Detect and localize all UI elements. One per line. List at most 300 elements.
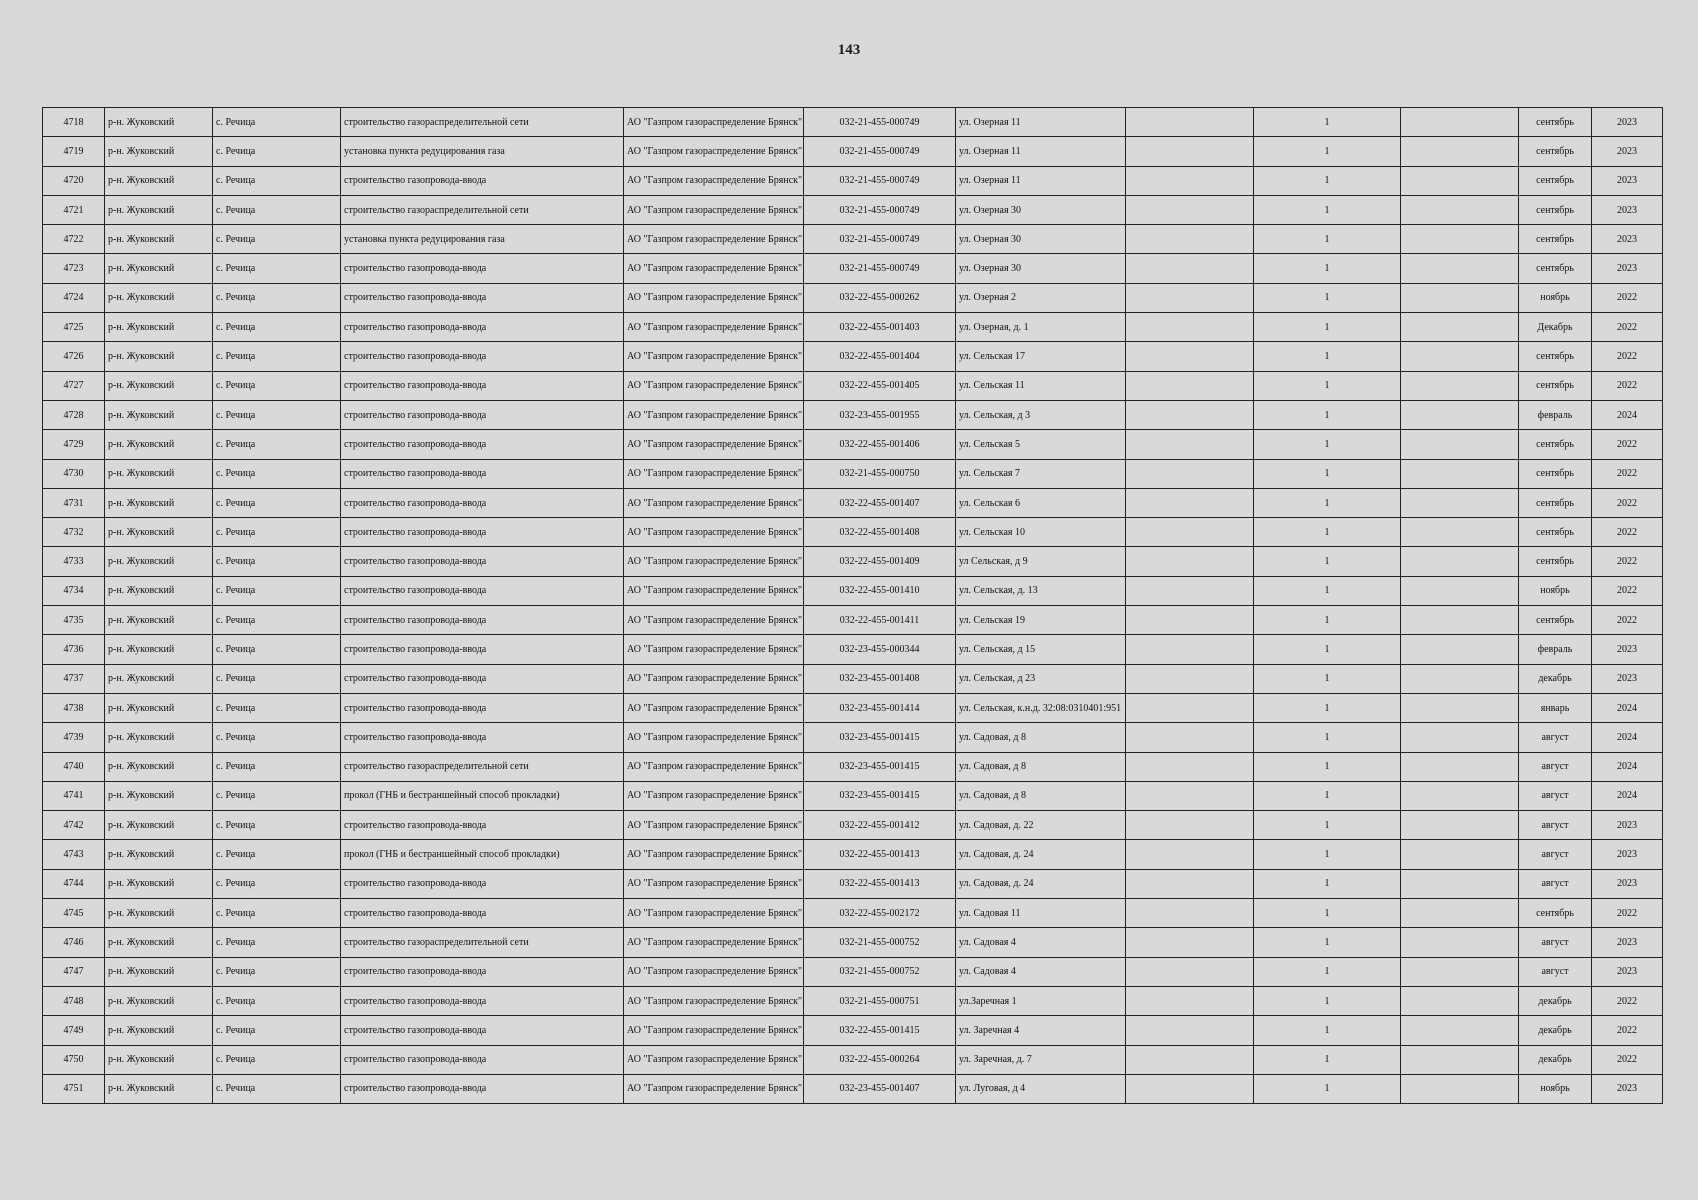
organization-cell: АО "Газпром газораспределение Брянск" (624, 869, 804, 898)
year-cell: 2023 (1592, 137, 1663, 166)
year-cell: 2022 (1592, 342, 1663, 371)
locality-cell: с. Речица (213, 957, 341, 986)
year-cell: 2023 (1592, 1074, 1663, 1103)
locality-cell: с. Речица (213, 606, 341, 635)
organization-cell: АО "Газпром газораспределение Брянск" (624, 781, 804, 810)
address-cell: ул. Озерная 30 (956, 195, 1126, 224)
row-number: 4741 (43, 781, 105, 810)
work-type-cell: строительство газораспределительной сети (341, 752, 624, 781)
object-code-cell: 032-23-455-001414 (804, 693, 956, 722)
row-number: 4718 (43, 108, 105, 137)
object-code-cell: 032-23-455-000344 (804, 635, 956, 664)
locality-cell: с. Речица (213, 752, 341, 781)
quantity-cell: 1 (1254, 781, 1401, 810)
work-type-cell: строительство газопровода-ввода (341, 459, 624, 488)
locality-cell: с. Речица (213, 693, 341, 722)
empty-cell (1126, 371, 1254, 400)
locality-cell: с. Речица (213, 928, 341, 957)
organization-cell: АО "Газпром газораспределение Брянск" (624, 283, 804, 312)
quantity-cell: 1 (1254, 869, 1401, 898)
quantity-cell: 1 (1254, 928, 1401, 957)
month-cell: сентябрь (1519, 195, 1592, 224)
organization-cell: АО "Газпром газораспределение Брянск" (624, 488, 804, 517)
empty-cell (1401, 928, 1519, 957)
table-row (43, 957, 1663, 986)
organization-cell: АО "Газпром газораспределение Брянск" (624, 986, 804, 1015)
locality-cell: с. Речица (213, 518, 341, 547)
locality-cell: с. Речица (213, 723, 341, 752)
address-cell: ул. Заречная, д. 7 (956, 1045, 1126, 1074)
table-row (43, 664, 1663, 693)
work-type-cell: строительство газопровода-ввода (341, 576, 624, 605)
locality-cell: с. Речица (213, 430, 341, 459)
work-type-cell: строительство газопровода-ввода (341, 986, 624, 1015)
empty-cell (1126, 137, 1254, 166)
district-cell: р-н. Жуковский (105, 928, 213, 957)
district-cell: р-н. Жуковский (105, 781, 213, 810)
year-cell: 2022 (1592, 1016, 1663, 1045)
organization-cell: АО "Газпром газораспределение Брянск" (624, 635, 804, 664)
row-number: 4731 (43, 488, 105, 517)
object-code-cell: 032-22-455-001413 (804, 869, 956, 898)
table-row (43, 1074, 1663, 1103)
registry-table (42, 107, 1663, 1104)
locality-cell: с. Речица (213, 342, 341, 371)
month-cell: ноябрь (1519, 283, 1592, 312)
object-code-cell: 032-21-455-000751 (804, 986, 956, 1015)
year-cell: 2023 (1592, 664, 1663, 693)
address-cell: ул. Сельская 10 (956, 518, 1126, 547)
locality-cell: с. Речица (213, 781, 341, 810)
row-number: 4732 (43, 518, 105, 547)
empty-cell (1126, 547, 1254, 576)
year-cell: 2023 (1592, 254, 1663, 283)
table-row (43, 986, 1663, 1015)
row-number: 4737 (43, 664, 105, 693)
row-number: 4740 (43, 752, 105, 781)
address-cell: ул Сельская, д 9 (956, 547, 1126, 576)
month-cell: сентябрь (1519, 166, 1592, 195)
work-type-cell: строительство газопровода-ввода (341, 254, 624, 283)
district-cell: р-н. Жуковский (105, 254, 213, 283)
locality-cell: с. Речица (213, 664, 341, 693)
row-number: 4719 (43, 137, 105, 166)
row-number: 4727 (43, 371, 105, 400)
table-row (43, 430, 1663, 459)
address-cell: ул. Сельская, к.н.д. 32:08:0310401:951 (956, 693, 1126, 722)
object-code-cell: 032-23-455-001415 (804, 752, 956, 781)
table-row (43, 547, 1663, 576)
row-number: 4721 (43, 195, 105, 224)
empty-cell (1401, 781, 1519, 810)
empty-cell (1126, 606, 1254, 635)
quantity-cell: 1 (1254, 957, 1401, 986)
district-cell: р-н. Жуковский (105, 430, 213, 459)
work-type-cell: строительство газопровода-ввода (341, 283, 624, 312)
district-cell: р-н. Жуковский (105, 606, 213, 635)
empty-cell (1401, 430, 1519, 459)
district-cell: р-н. Жуковский (105, 869, 213, 898)
locality-cell: с. Речица (213, 400, 341, 429)
organization-cell: АО "Газпром газораспределение Брянск" (624, 928, 804, 957)
work-type-cell: строительство газопровода-ввода (341, 430, 624, 459)
object-code-cell: 032-21-455-000749 (804, 195, 956, 224)
work-type-cell: строительство газопровода-ввода (341, 664, 624, 693)
year-cell: 2022 (1592, 576, 1663, 605)
month-cell: декабрь (1519, 664, 1592, 693)
address-cell: ул. Сельская 5 (956, 430, 1126, 459)
quantity-cell: 1 (1254, 664, 1401, 693)
empty-cell (1126, 811, 1254, 840)
quantity-cell: 1 (1254, 899, 1401, 928)
table-row (43, 488, 1663, 517)
work-type-cell: строительство газораспределительной сети (341, 108, 624, 137)
month-cell: август (1519, 928, 1592, 957)
table-row (43, 400, 1663, 429)
page-number: 143 (837, 42, 861, 58)
organization-cell: АО "Газпром газораспределение Брянск" (624, 1016, 804, 1045)
object-code-cell: 032-22-455-001415 (804, 1016, 956, 1045)
district-cell: р-н. Жуковский (105, 283, 213, 312)
empty-cell (1126, 899, 1254, 928)
object-code-cell: 032-22-455-001407 (804, 488, 956, 517)
empty-cell (1401, 899, 1519, 928)
organization-cell: АО "Газпром газораспределение Брянск" (624, 459, 804, 488)
empty-cell (1126, 576, 1254, 605)
empty-cell (1401, 576, 1519, 605)
empty-cell (1126, 518, 1254, 547)
locality-cell: с. Речица (213, 488, 341, 517)
address-cell: ул. Сельская, д 15 (956, 635, 1126, 664)
organization-cell: АО "Газпром газораспределение Брянск" (624, 547, 804, 576)
month-cell: сентябрь (1519, 254, 1592, 283)
organization-cell: АО "Газпром газораспределение Брянск" (624, 840, 804, 869)
address-cell: ул. Садовая, д. 24 (956, 840, 1126, 869)
district-cell: р-н. Жуковский (105, 1074, 213, 1103)
address-cell: ул.Заречная 1 (956, 986, 1126, 1015)
month-cell: февраль (1519, 635, 1592, 664)
empty-cell (1401, 547, 1519, 576)
object-code-cell: 032-23-455-001408 (804, 664, 956, 693)
empty-cell (1126, 1045, 1254, 1074)
table-row (43, 840, 1663, 869)
locality-cell: с. Речица (213, 547, 341, 576)
year-cell: 2022 (1592, 1045, 1663, 1074)
quantity-cell: 1 (1254, 195, 1401, 224)
quantity-cell: 1 (1254, 313, 1401, 342)
object-code-cell: 032-21-455-000752 (804, 957, 956, 986)
empty-cell (1401, 400, 1519, 429)
year-cell: 2023 (1592, 957, 1663, 986)
object-code-cell: 032-22-455-001408 (804, 518, 956, 547)
quantity-cell: 1 (1254, 430, 1401, 459)
empty-cell (1126, 723, 1254, 752)
table-row (43, 723, 1663, 752)
row-number: 4743 (43, 840, 105, 869)
quantity-cell: 1 (1254, 254, 1401, 283)
district-cell: р-н. Жуковский (105, 635, 213, 664)
table-row (43, 108, 1663, 137)
locality-cell: с. Речица (213, 811, 341, 840)
year-cell: 2024 (1592, 723, 1663, 752)
row-number: 4730 (43, 459, 105, 488)
work-type-cell: строительство газопровода-ввода (341, 899, 624, 928)
empty-cell (1401, 752, 1519, 781)
month-cell: сентябрь (1519, 430, 1592, 459)
month-cell: февраль (1519, 400, 1592, 429)
quantity-cell: 1 (1254, 1045, 1401, 1074)
work-type-cell: строительство газопровода-ввода (341, 488, 624, 517)
district-cell: р-н. Жуковский (105, 840, 213, 869)
empty-cell (1401, 811, 1519, 840)
year-cell: 2023 (1592, 225, 1663, 254)
row-number: 4729 (43, 430, 105, 459)
work-type-cell: строительство газопровода-ввода (341, 957, 624, 986)
month-cell: сентябрь (1519, 488, 1592, 517)
work-type-cell: строительство газопровода-ввода (341, 693, 624, 722)
empty-cell (1401, 225, 1519, 254)
year-cell: 2022 (1592, 518, 1663, 547)
year-cell: 2023 (1592, 869, 1663, 898)
table-row (43, 752, 1663, 781)
work-type-cell: строительство газопровода-ввода (341, 1074, 624, 1103)
organization-cell: АО "Газпром газораспределение Брянск" (624, 664, 804, 693)
table-row (43, 606, 1663, 635)
object-code-cell: 032-23-455-001955 (804, 400, 956, 429)
table-row (43, 518, 1663, 547)
object-code-cell: 032-21-455-000750 (804, 459, 956, 488)
address-cell: ул. Сельская 11 (956, 371, 1126, 400)
empty-cell (1401, 840, 1519, 869)
district-cell: р-н. Жуковский (105, 986, 213, 1015)
month-cell: август (1519, 811, 1592, 840)
empty-cell (1401, 957, 1519, 986)
empty-cell (1126, 664, 1254, 693)
row-number: 4733 (43, 547, 105, 576)
empty-cell (1126, 195, 1254, 224)
address-cell: ул. Озерная 11 (956, 137, 1126, 166)
table-row (43, 225, 1663, 254)
district-cell: р-н. Жуковский (105, 400, 213, 429)
address-cell: ул. Сельская 19 (956, 606, 1126, 635)
empty-cell (1401, 606, 1519, 635)
month-cell: сентябрь (1519, 547, 1592, 576)
quantity-cell: 1 (1254, 459, 1401, 488)
quantity-cell: 1 (1254, 986, 1401, 1015)
empty-cell (1401, 371, 1519, 400)
work-type-cell: строительство газораспределительной сети (341, 195, 624, 224)
empty-cell (1401, 254, 1519, 283)
year-cell: 2023 (1592, 166, 1663, 195)
table-row (43, 576, 1663, 605)
locality-cell: с. Речица (213, 899, 341, 928)
table-row (43, 137, 1663, 166)
organization-cell: АО "Газпром газораспределение Брянск" (624, 430, 804, 459)
empty-cell (1126, 781, 1254, 810)
empty-cell (1126, 342, 1254, 371)
year-cell: 2024 (1592, 781, 1663, 810)
quantity-cell: 1 (1254, 488, 1401, 517)
organization-cell: АО "Газпром газораспределение Брянск" (624, 899, 804, 928)
quantity-cell: 1 (1254, 400, 1401, 429)
month-cell: август (1519, 840, 1592, 869)
address-cell: ул. Озерная 2 (956, 283, 1126, 312)
month-cell: сентябрь (1519, 606, 1592, 635)
empty-cell (1126, 752, 1254, 781)
table-row (43, 195, 1663, 224)
object-code-cell: 032-21-455-000752 (804, 928, 956, 957)
quantity-cell: 1 (1254, 576, 1401, 605)
empty-cell (1401, 459, 1519, 488)
table-row (43, 254, 1663, 283)
year-cell: 2022 (1592, 488, 1663, 517)
district-cell: р-н. Жуковский (105, 342, 213, 371)
year-cell: 2022 (1592, 986, 1663, 1015)
month-cell: декабрь (1519, 1016, 1592, 1045)
empty-cell (1401, 313, 1519, 342)
empty-cell (1126, 488, 1254, 517)
address-cell: ул. Озерная 11 (956, 108, 1126, 137)
work-type-cell: строительство газопровода-ввода (341, 313, 624, 342)
district-cell: р-н. Жуковский (105, 313, 213, 342)
year-cell: 2022 (1592, 459, 1663, 488)
empty-cell (1126, 166, 1254, 195)
quantity-cell: 1 (1254, 342, 1401, 371)
object-code-cell: 032-21-455-000749 (804, 254, 956, 283)
month-cell: декабрь (1519, 986, 1592, 1015)
month-cell: сентябрь (1519, 371, 1592, 400)
organization-cell: АО "Газпром газораспределение Брянск" (624, 518, 804, 547)
registry-body (43, 108, 1663, 1104)
quantity-cell: 1 (1254, 547, 1401, 576)
object-code-cell: 032-21-455-000749 (804, 166, 956, 195)
empty-cell (1126, 225, 1254, 254)
object-code-cell: 032-22-455-001409 (804, 547, 956, 576)
work-type-cell: прокол (ГНБ и бестраншейный способ прокладки) (341, 781, 624, 810)
district-cell: р-н. Жуковский (105, 108, 213, 137)
object-code-cell: 032-22-455-001406 (804, 430, 956, 459)
district-cell: р-н. Жуковский (105, 957, 213, 986)
row-number: 4724 (43, 283, 105, 312)
organization-cell: АО "Газпром газораспределение Брянск" (624, 811, 804, 840)
organization-cell: АО "Газпром газораспределение Брянск" (624, 400, 804, 429)
year-cell: 2023 (1592, 840, 1663, 869)
month-cell: Декабрь (1519, 313, 1592, 342)
empty-cell (1401, 986, 1519, 1015)
object-code-cell: 032-23-455-001415 (804, 723, 956, 752)
empty-cell (1401, 869, 1519, 898)
locality-cell: с. Речица (213, 986, 341, 1015)
empty-cell (1401, 635, 1519, 664)
empty-cell (1126, 986, 1254, 1015)
work-type-cell: строительство газопровода-ввода (341, 400, 624, 429)
object-code-cell: 032-21-455-000749 (804, 225, 956, 254)
work-type-cell: прокол (ГНБ и бестраншейный способ прокладки) (341, 840, 624, 869)
table-row (43, 166, 1663, 195)
table-row (43, 459, 1663, 488)
month-cell: сентябрь (1519, 137, 1592, 166)
district-cell: р-н. Жуковский (105, 137, 213, 166)
locality-cell: с. Речица (213, 1016, 341, 1045)
locality-cell: с. Речица (213, 576, 341, 605)
locality-cell: с. Речица (213, 1074, 341, 1103)
row-number: 4744 (43, 869, 105, 898)
table-row (43, 928, 1663, 957)
empty-cell (1126, 869, 1254, 898)
quantity-cell: 1 (1254, 371, 1401, 400)
row-number: 4749 (43, 1016, 105, 1045)
address-cell: ул. Садовая, д 8 (956, 781, 1126, 810)
locality-cell: с. Речица (213, 283, 341, 312)
empty-cell (1401, 283, 1519, 312)
locality-cell: с. Речица (213, 225, 341, 254)
address-cell: ул. Озерная, д. 1 (956, 313, 1126, 342)
work-type-cell: строительство газопровода-ввода (341, 1045, 624, 1074)
locality-cell: с. Речица (213, 254, 341, 283)
month-cell: август (1519, 869, 1592, 898)
month-cell: сентябрь (1519, 342, 1592, 371)
empty-cell (1126, 254, 1254, 283)
table-row (43, 781, 1663, 810)
empty-cell (1126, 108, 1254, 137)
work-type-cell: строительство газопровода-ввода (341, 635, 624, 664)
object-code-cell: 032-23-455-001407 (804, 1074, 956, 1103)
month-cell: ноябрь (1519, 576, 1592, 605)
row-number: 4747 (43, 957, 105, 986)
object-code-cell: 032-22-455-000264 (804, 1045, 956, 1074)
address-cell: ул. Сельская 7 (956, 459, 1126, 488)
object-code-cell: 032-21-455-000749 (804, 108, 956, 137)
month-cell: сентябрь (1519, 518, 1592, 547)
empty-cell (1401, 137, 1519, 166)
row-number: 4750 (43, 1045, 105, 1074)
year-cell: 2022 (1592, 371, 1663, 400)
table-row (43, 342, 1663, 371)
year-cell: 2023 (1592, 195, 1663, 224)
empty-cell (1126, 430, 1254, 459)
organization-cell: АО "Газпром газораспределение Брянск" (624, 723, 804, 752)
empty-cell (1401, 664, 1519, 693)
empty-cell (1401, 108, 1519, 137)
address-cell: ул. Озерная 30 (956, 254, 1126, 283)
year-cell: 2022 (1592, 430, 1663, 459)
locality-cell: с. Речица (213, 635, 341, 664)
year-cell: 2024 (1592, 752, 1663, 781)
empty-cell (1126, 400, 1254, 429)
object-code-cell: 032-22-455-001413 (804, 840, 956, 869)
month-cell: сентябрь (1519, 459, 1592, 488)
work-type-cell: строительство газопровода-ввода (341, 547, 624, 576)
locality-cell: с. Речица (213, 195, 341, 224)
table-row (43, 811, 1663, 840)
work-type-cell: строительство газопровода-ввода (341, 371, 624, 400)
locality-cell: с. Речица (213, 459, 341, 488)
district-cell: р-н. Жуковский (105, 723, 213, 752)
row-number: 4745 (43, 899, 105, 928)
year-cell: 2024 (1592, 400, 1663, 429)
object-code-cell: 032-22-455-001403 (804, 313, 956, 342)
work-type-cell: строительство газопровода-ввода (341, 342, 624, 371)
year-cell: 2023 (1592, 635, 1663, 664)
work-type-cell: строительство газопровода-ввода (341, 1016, 624, 1045)
quantity-cell: 1 (1254, 225, 1401, 254)
object-code-cell: 032-22-455-001410 (804, 576, 956, 605)
object-code-cell: 032-22-455-000262 (804, 283, 956, 312)
object-code-cell: 032-22-455-002172 (804, 899, 956, 928)
address-cell: ул. Сельская 6 (956, 488, 1126, 517)
organization-cell: АО "Газпром газораспределение Брянск" (624, 137, 804, 166)
row-number: 4723 (43, 254, 105, 283)
